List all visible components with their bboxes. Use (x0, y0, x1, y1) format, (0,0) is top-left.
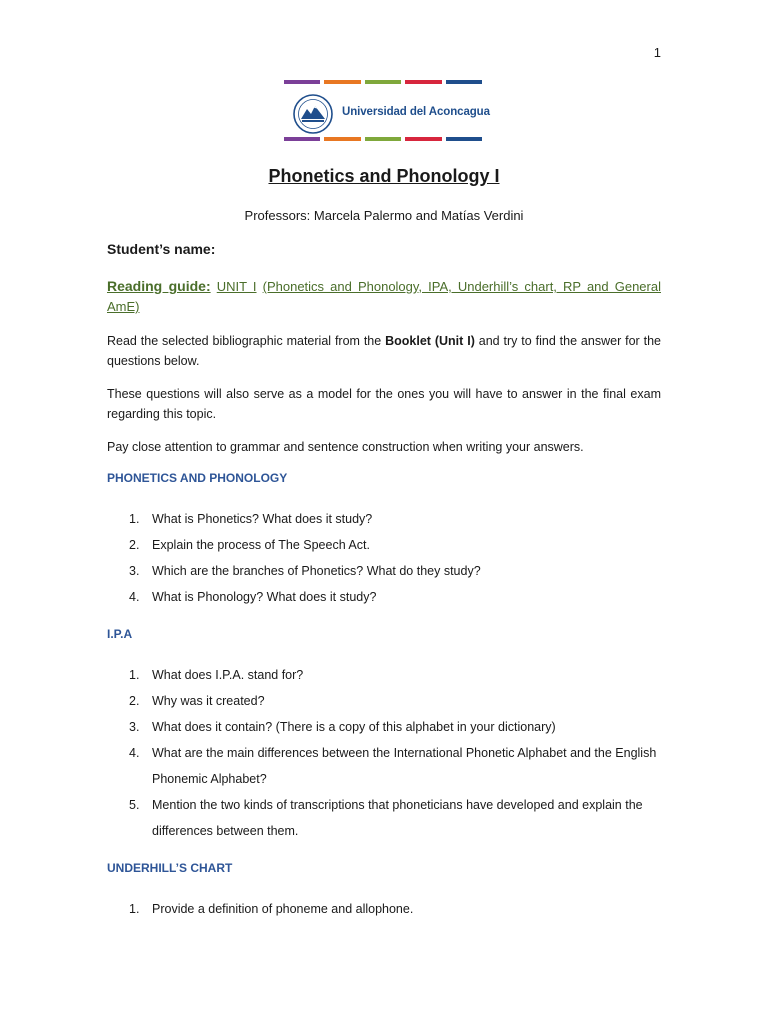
question-item (107, 792, 667, 844)
logo-color-bars-bottom (284, 137, 482, 141)
reading-guide (107, 276, 661, 317)
logo-bar (284, 80, 320, 84)
professors-line: Professors: Marcela Palermo and Matías Verdini (244, 208, 524, 223)
section-heading-ipa: I.P.A (107, 627, 133, 641)
question-text: Provide a definition of phoneme and allophone. (152, 902, 414, 916)
question-number: 4. (129, 746, 140, 760)
logo-bar (324, 80, 360, 84)
question-item (107, 662, 667, 688)
reading-guide-topics: (Phonetics and Phonology, IPA, Underhill’s chart, RP and General AmE) (107, 279, 661, 314)
question-text: What does it contain? (There is a copy of this alphabet in your dictionary) (152, 720, 556, 734)
document-title: Phonetics and Phonology I (268, 166, 500, 186)
question-text: What does I.P.A. stand for? (152, 668, 304, 682)
question-list-phonetics (107, 506, 667, 610)
question-number: 3. (129, 720, 140, 734)
question-item (107, 558, 667, 584)
logo-bar (405, 137, 441, 141)
reading-guide-label: Reading guide: (107, 278, 211, 294)
logo-bar (446, 137, 482, 141)
section-heading-underhill: UNDERHILL’S CHART (107, 861, 233, 875)
question-number: 2. (129, 694, 140, 708)
question-number: 1. (129, 902, 140, 916)
question-text: What is Phonology? What does it study? (152, 590, 377, 604)
university-seal-icon (293, 94, 333, 134)
logo-bar (446, 80, 482, 84)
student-name-label: Student’s name: (107, 241, 216, 257)
question-number: 1. (129, 668, 140, 682)
question-item (107, 714, 667, 740)
question-text: Mention the two kinds of transcriptions that phoneticians have developed and explain the differences between them. (152, 798, 643, 838)
section-heading-phonetics: PHONETICS AND PHONOLOGY (107, 471, 288, 485)
university-logo (284, 80, 490, 146)
instruction-paragraph: Pay close attention to grammar and sentence construction when writing your answers. (107, 440, 584, 454)
question-item (107, 584, 667, 610)
question-item (107, 740, 667, 792)
question-item (107, 532, 667, 558)
logo-color-bars-top (284, 80, 482, 84)
logo-bar (365, 80, 401, 84)
instruction-text: Read the selected bibliographic material from the (107, 334, 386, 348)
question-text: Which are the branches of Phonetics? What do they study? (152, 564, 481, 578)
question-number: 2. (129, 538, 140, 552)
university-name: Universidad del Aconcagua (342, 106, 490, 118)
reading-guide-unit: UNIT I (216, 279, 257, 294)
page-number: 1 (653, 45, 661, 60)
question-text: Explain the process of The Speech Act. (152, 538, 370, 552)
question-item (107, 688, 667, 714)
question-list-ipa (107, 662, 667, 844)
question-number: 4. (129, 590, 140, 604)
question-text: Why was it created? (152, 694, 265, 708)
instruction-paragraph (107, 331, 661, 371)
booklet-reference: Booklet (Unit I) (385, 334, 475, 348)
question-number: 1. (129, 512, 140, 526)
question-number: 5. (129, 798, 140, 812)
question-list-underhill (107, 896, 667, 922)
instruction-paragraph: These questions will also serve as a model for the ones you will have to answer in the final exam regarding this topic. (107, 387, 661, 421)
logo-bar (324, 137, 360, 141)
question-number: 3. (129, 564, 140, 578)
logo-bar (365, 137, 401, 141)
instruction-text: and try to find the answer for the questions below. (107, 334, 661, 368)
logo-bar (405, 80, 441, 84)
question-text: What are the main differences between the International Phonetic Alphabet and the English Phonemic Alphabet? (152, 746, 657, 786)
question-text: What is Phonetics? What does it study? (152, 512, 373, 526)
question-item (107, 896, 667, 922)
question-item (107, 506, 667, 532)
logo-bar (284, 137, 320, 141)
